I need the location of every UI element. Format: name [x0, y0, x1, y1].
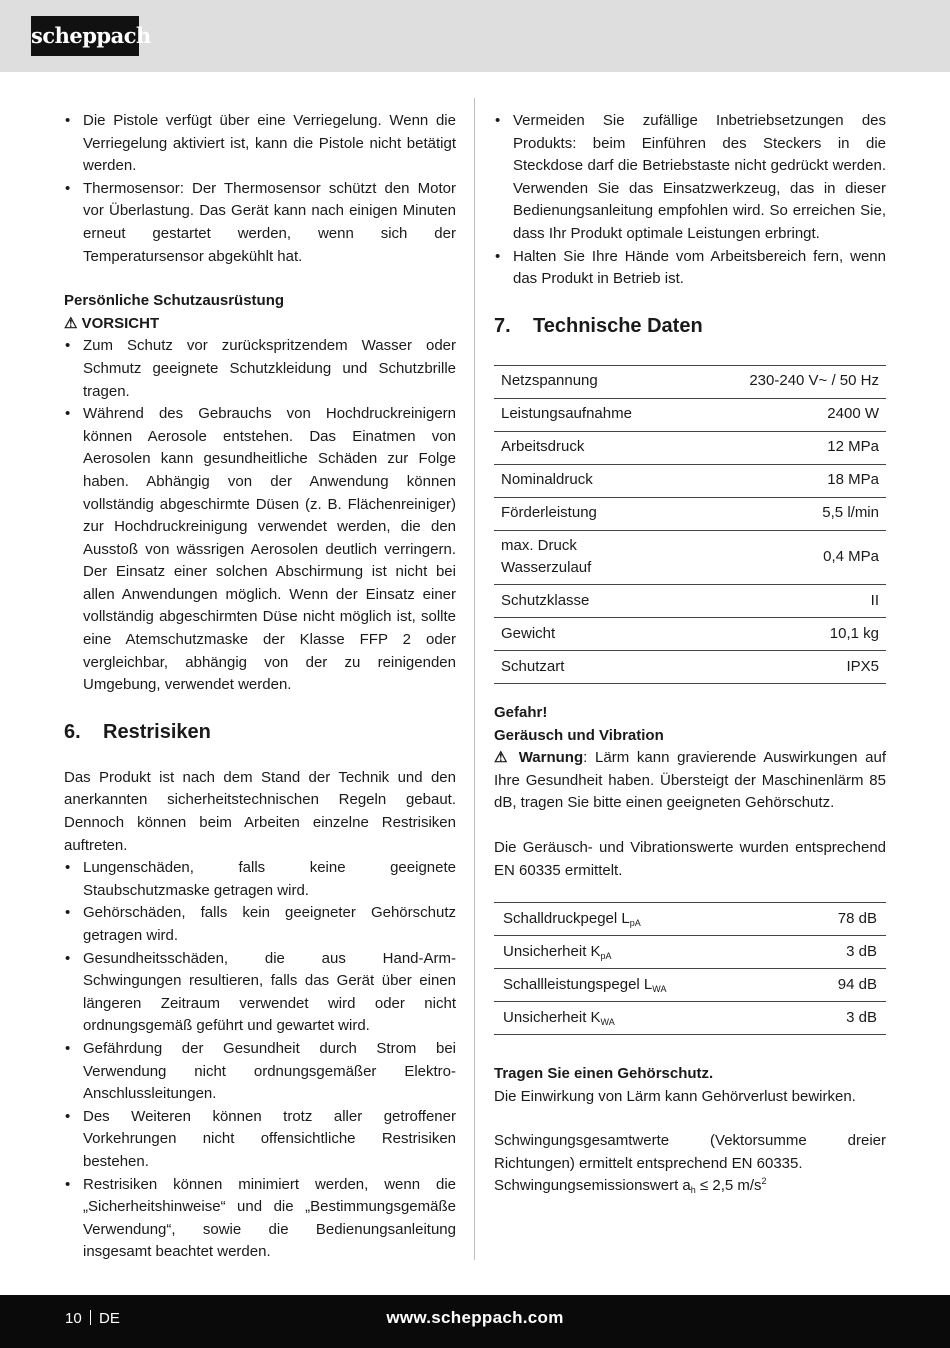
psa-bullets — [64, 335, 456, 697]
list-item: • Thermosensor: Der Thermosensor schützt den Motor vor Überlastung. Das Gerät kann nach einigen Minuten erneut gestartet werden, wenn sich der Temperatursensor abgekühlt hat. — [64, 178, 456, 268]
section-6-heading — [64, 717, 456, 747]
table-value: 10,1 kg — [658, 617, 886, 650]
noise-table — [494, 902, 886, 1035]
table-value: 3 dB — [792, 936, 886, 969]
vibration-text: Schwingungsgesamtwerte (Vektorsumme dreier Richtungen) ermittelt entsprechend EN 60335. — [494, 1132, 886, 1172]
right-top-bullets — [494, 110, 886, 291]
table-row — [494, 398, 886, 431]
table-label: Unsicherheit $K_{pA}$ — [494, 936, 792, 969]
list-item: • Halten Sie Ihre Hände vom Arbeitsbereich fern, wenn das Produkt in Betrieb ist. — [494, 246, 886, 291]
table-label: Schalldruckpegel $L_{pA}$ — [494, 903, 792, 936]
table-row — [494, 365, 886, 398]
table-row — [494, 969, 886, 1002]
list-item: • Vermeiden Sie zufällige Inbetriebsetzungen des Produkts: beim Einführen des Steckers in die Steckdose darf die Betriebstaste nicht gedrückt werden. Verwenden Sie das Einsatzwerkzeug, das in dieser Bedienungsanleitung empfohlen wird. So erreichen Sie, dass Ihr Produkt optimale Leistungen erbringt. — [494, 110, 886, 246]
section-number: 6. — [64, 720, 81, 743]
table-value: 230-240 V~ / 50 Hz — [658, 365, 886, 398]
table-label: Schutzart — [494, 650, 658, 683]
table-label: max. Druck Wasserzulauf — [494, 530, 658, 584]
section-7-heading — [494, 311, 886, 341]
list-item: • Während des Gebrauchs von Hochdruckreinigern können Aerosole entstehen. Das Einatmen von Aerosolen kann gesundheitliche Schäden zur Folge haben. Abhängig von der Anwendung können vollständig abgeschirmte Düsen (z. B. Flächenreiniger) zur Hochdruckreinigung verwendet werden, die den Ausstoß von wässrigen Aerosolen deutlich verringern. Der Einsatz einer solchen Abschirmung ist nicht bei allen Anwendungen möglich. Wenn der Einsatz einer vollständig abgeschirmten Düse nicht möglich ist, sollte eine Atemschutzmaske der Klasse FFP 2 oder vergleichbar, abhängig von der zu reinigenden Umgebung, verwendet werden. — [64, 403, 456, 697]
table-label: Schallleistungspegel $L_{WA}$ — [494, 969, 792, 1002]
table-value: 0,4 MPa — [658, 530, 886, 584]
vibration-value: Schwingungsemissionswert $a_h \le 2,5$ $m/s^2$ — [494, 1176, 767, 1196]
warning-text: : Lärm kann gravierende Auswirkungen auf Ihre Gesundheit haben. Übersteigt der Maschinenlärm 85 dB, tragen Sie bitte einen geeigneten Gehörschutz. — [494, 749, 887, 812]
list-item: • Gefährdung der Gesundheit durch Strom bei Verwendung nicht ordnungsgemäßer Elektro-Anschlussleitungen. — [64, 1038, 456, 1106]
tech-data-table — [494, 365, 886, 684]
page-header — [0, 0, 950, 72]
list-item: • Des Weiteren können trotz aller getroffener Vorkehrungen nicht offensichtliche Restrisiken bestehen. — [64, 1106, 456, 1174]
right-column — [494, 110, 886, 1198]
table-row — [494, 431, 886, 464]
ear-protection-text: Die Einwirkung von Lärm kann Gehörverlust bewirken. — [494, 1087, 856, 1105]
section-number: 7. — [494, 314, 511, 337]
table-label: Arbeitsdruck — [494, 431, 658, 464]
warning-paragraph — [494, 747, 886, 815]
table-value: 12 MPa — [658, 431, 886, 464]
list-item: • Gesundheitsschäden, die aus Hand-Arm- Schwingungen resultieren, falls das Gerät über einen längeren Zeitraum verwendet wird oder nicht ordnungsgemäß geführt und gewartet wird. — [64, 948, 456, 1038]
list-item: • Gehörschäden, falls kein geeigneter Gehörschutz getragen wird. — [64, 902, 456, 947]
table-value: 94 dB — [792, 969, 886, 1002]
table-row — [494, 903, 886, 936]
list-item: • Zum Schutz vor zurückspritzendem Wasser oder Schmutz geeignete Schutzkleidung und Schutzbrille tragen. — [64, 335, 456, 403]
caution-label: ⚠ VORSICHT — [64, 314, 160, 332]
table-row — [494, 497, 886, 530]
list-item: • Restrisiken können minimiert werden, wenn die „Sicherheitshinweise“ und die „Bestimmungsgemäße Verwendung“, sowie die Bedienungsanleitung insgesamt beachtet werden. — [64, 1174, 456, 1264]
list-item: • Lungenschäden, falls keine geeignete Staubschutzmaske getragen wird. — [64, 857, 456, 902]
table-label: Unsicherheit $K_{WA}$ — [494, 1002, 792, 1035]
table-label: Schutzklasse — [494, 584, 658, 617]
table-row — [494, 617, 886, 650]
section-title: Technische Daten — [533, 314, 703, 337]
noise-intro: Die Geräusch- und Vibrationswerte wurden entsprechend EN 60335 ermittelt. — [494, 838, 886, 879]
table-label: Netzspannung — [494, 365, 658, 398]
table-value: 18 MPa — [658, 464, 886, 497]
risk-bullets — [64, 857, 456, 1264]
table-label: Leistungsaufnahme — [494, 398, 658, 431]
table-label: Gewicht — [494, 617, 658, 650]
table-row — [494, 530, 886, 584]
table-row — [494, 936, 886, 969]
table-value: IPX5 — [658, 650, 886, 683]
table-value: 78 dB — [792, 903, 886, 936]
table-label: Nominaldruck — [494, 464, 658, 497]
warning-label: ⚠ Warnung — [494, 749, 584, 767]
table-label: Förderleistung — [494, 497, 658, 530]
left-column — [64, 110, 456, 1264]
brand-logo: scheppach — [31, 16, 139, 56]
ear-protection-heading: Tragen Sie einen Gehörschutz. — [494, 1065, 714, 1083]
table-value: 5,5 l/min — [658, 497, 886, 530]
table-row — [494, 584, 886, 617]
table-row — [494, 464, 886, 497]
table-row — [494, 650, 886, 683]
language-code: DE — [99, 1310, 120, 1327]
table-value: 3 dB — [792, 1002, 886, 1035]
danger-label: Gefahr! — [494, 703, 548, 721]
list-item: • Die Pistole verfügt über eine Verriegelung. Wenn die Verriegelung aktiviert ist, kann die Pistole nicht betätigt werden. — [64, 110, 456, 178]
section-title: Restrisiken — [103, 720, 211, 743]
page-number: 10 DE — [65, 1310, 120, 1327]
website-url: www.scheppach.com — [386, 1308, 564, 1327]
table-row — [494, 1002, 886, 1035]
left-top-bullets — [64, 110, 456, 268]
psa-heading: Persönliche Schutzausrüstung — [64, 292, 285, 310]
section-6-intro: Das Produkt ist nach dem Stand der Technik und den anerkannten sicherheitstechnischen Regeln gebaut. Dennoch können beim Arbeiten einzelne Restrisiken auftreten. — [64, 768, 456, 854]
table-value: II — [658, 584, 886, 617]
noise-heading: Geräusch und Vibration — [494, 726, 664, 744]
table-value: 2400 W — [658, 398, 886, 431]
page-footer — [0, 1295, 950, 1348]
column-divider — [474, 98, 475, 1260]
